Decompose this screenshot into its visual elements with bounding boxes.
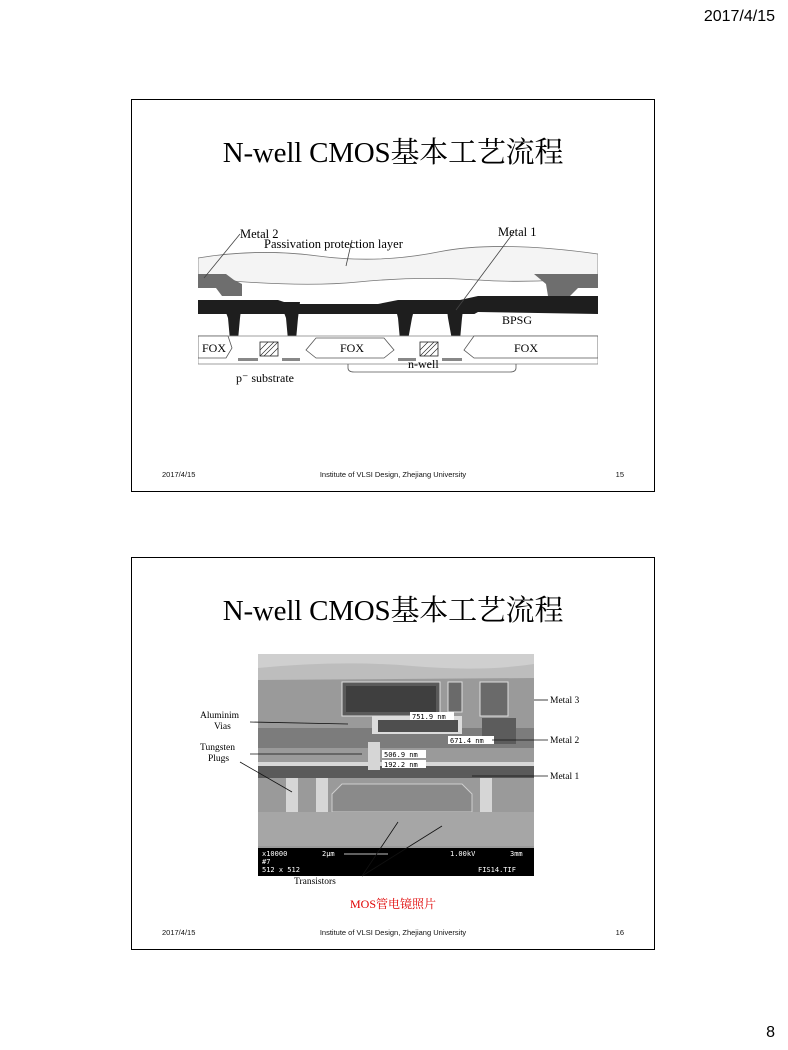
footer-date: 2017/4/15 [162, 470, 196, 479]
label-tungsten-plugs-line1: Tungsten [200, 743, 236, 753]
slide-16 [131, 557, 655, 950]
measurement-1: 751.9 nm [412, 713, 446, 721]
measurement-4: 192.2 nm [384, 761, 418, 769]
tungsten-plug-2 [316, 778, 328, 812]
label-fox-mid: FOX [340, 341, 365, 355]
sem-voltage: 1.00kV [450, 850, 476, 858]
label-nwell: n-well [408, 357, 439, 371]
footer-slide-number: 15 [615, 470, 624, 479]
gate-pmos [420, 342, 438, 356]
page-header-date: 2017/4/15 [703, 8, 775, 25]
label-substrate: p⁻ substrate [236, 371, 294, 385]
sem-magnification: x10000 [262, 850, 288, 858]
footer-institute: Institute of VLSI Design, Zhejiang University [319, 470, 467, 479]
label-metal1: Metal 1 [498, 225, 537, 239]
passivation-layer [198, 246, 598, 284]
figure-caption: MOS管电镜照片 [349, 897, 436, 911]
sem-working-distance: 3mm [510, 850, 523, 858]
tungsten-plug-1 [286, 778, 298, 812]
label-transistors: Transistors [294, 877, 336, 887]
page-number: 8 [766, 1024, 775, 1041]
label-tungsten-plugs-line2: Plugs [208, 754, 230, 764]
footer-slide-number: 16 [615, 928, 624, 937]
label-metal1: Metal 1 [550, 772, 580, 782]
measurement-2: 671.4 nm [450, 737, 484, 745]
label-passivation: Passivation protection layer [264, 237, 403, 251]
measurement-3: 506.9 nm [384, 751, 418, 759]
label-bpsg: BPSG [502, 313, 533, 327]
cmos-cross-section-diagram [198, 218, 598, 398]
slide-title: N-well CMOS基本工艺流程 [222, 595, 564, 627]
metal2-right [534, 274, 598, 296]
label-metal2: Metal 2 [550, 736, 580, 746]
sem-number: #7 [262, 858, 271, 866]
gate-nmos [260, 342, 278, 356]
label-aluminum-vias-line2: Vias [214, 722, 231, 732]
footer-institute: Institute of VLSI Design, Zhejiang University [319, 928, 467, 937]
label-fox-left: FOX [202, 341, 227, 355]
sem-micrograph-figure [192, 654, 612, 894]
sem-scale: 2μm [322, 850, 335, 858]
label-metal2: Metal 2 [240, 227, 279, 241]
sem-resolution: 512 x 512 [262, 866, 300, 874]
label-metal3: Metal 3 [550, 696, 580, 706]
slide-title: N-well CMOS基本工艺流程 [222, 137, 564, 169]
slide-15 [131, 99, 655, 492]
sem-filename: FIS14.TIF [478, 866, 516, 874]
tungsten-plug-3 [480, 778, 492, 812]
label-fox-right: FOX [514, 341, 539, 355]
footer-date: 2017/4/15 [162, 928, 196, 937]
transistor-area [332, 784, 472, 812]
label-aluminum-vias-line1: Aluminim [200, 711, 240, 721]
